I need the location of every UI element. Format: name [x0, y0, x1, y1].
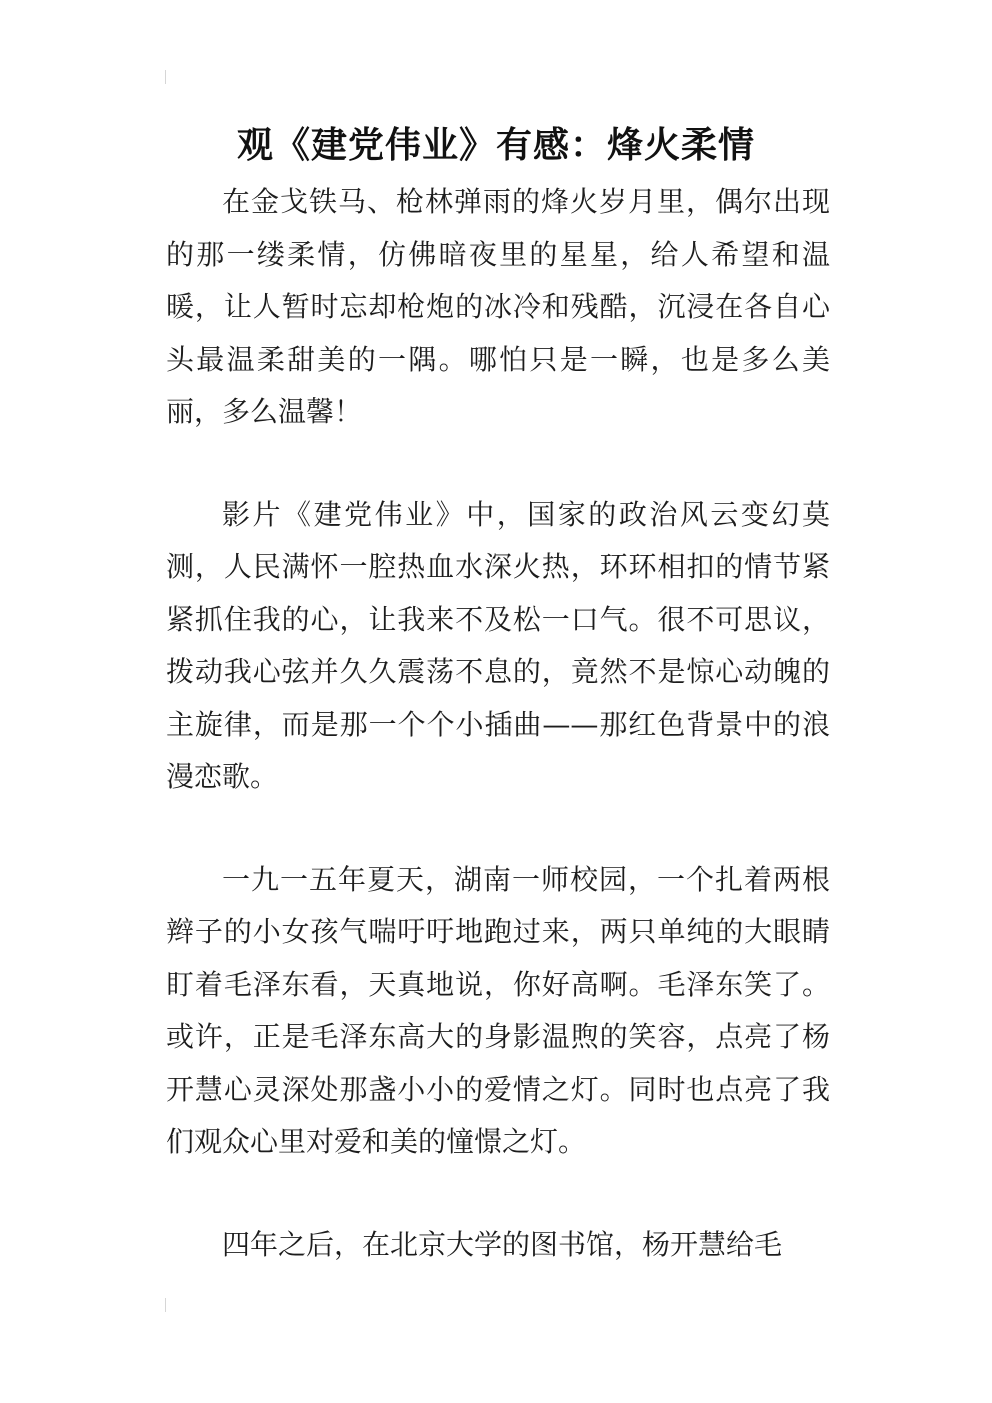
- document-body: [166, 176, 830, 1321]
- paragraph-4: 四年之后，在北京大学的图书馆，杨开慧给毛: [222, 1227, 783, 1261]
- bottom-margin-mark: [165, 1298, 166, 1312]
- paragraph-1: 在金戈铁马、枪林弹雨的烽火岁月里，偶尔出现的那一缕柔情，仿佛暗夜里的星星，给人希望和温暖，让人暂时忘却枪炮的冰冷和残酷，沉浸在各自心头最温柔甜美的一隅。哪怕只是一瞬，也是多么美丽，多么温馨！: [166, 185, 830, 428]
- paragraph-2: 影片《建党伟业》中，国家的政治风云变幻莫测，人民满怀一腔热血水深火热，环环相扣的情节紧紧抓住我的心，让我来不及松一口气。很不可思议，拨动我心弦并久久震荡不息的，竟然不是惊心动魄的主旋律，而是那一个个小插曲——那红色背景中的浪漫恋歌。: [166, 497, 830, 793]
- top-margin-mark: [165, 70, 166, 84]
- paragraph-3: 一九一五年夏天，湖南一师校园，一个扎着两根辫子的小女孩气喘吁吁地跑过来，两只单纯的大眼睛盯着毛泽东看，天真地说，你好高啊。毛泽东笑了。或许，正是毛泽东高大的身影温煦的笑容，点亮了杨开慧心灵深处那盏小小的爱情之灯。同时也点亮了我们观众心里对爱和美的憧憬之灯。: [166, 862, 830, 1158]
- document-title: 观《建党伟业》有感：烽火柔情: [236, 125, 755, 166]
